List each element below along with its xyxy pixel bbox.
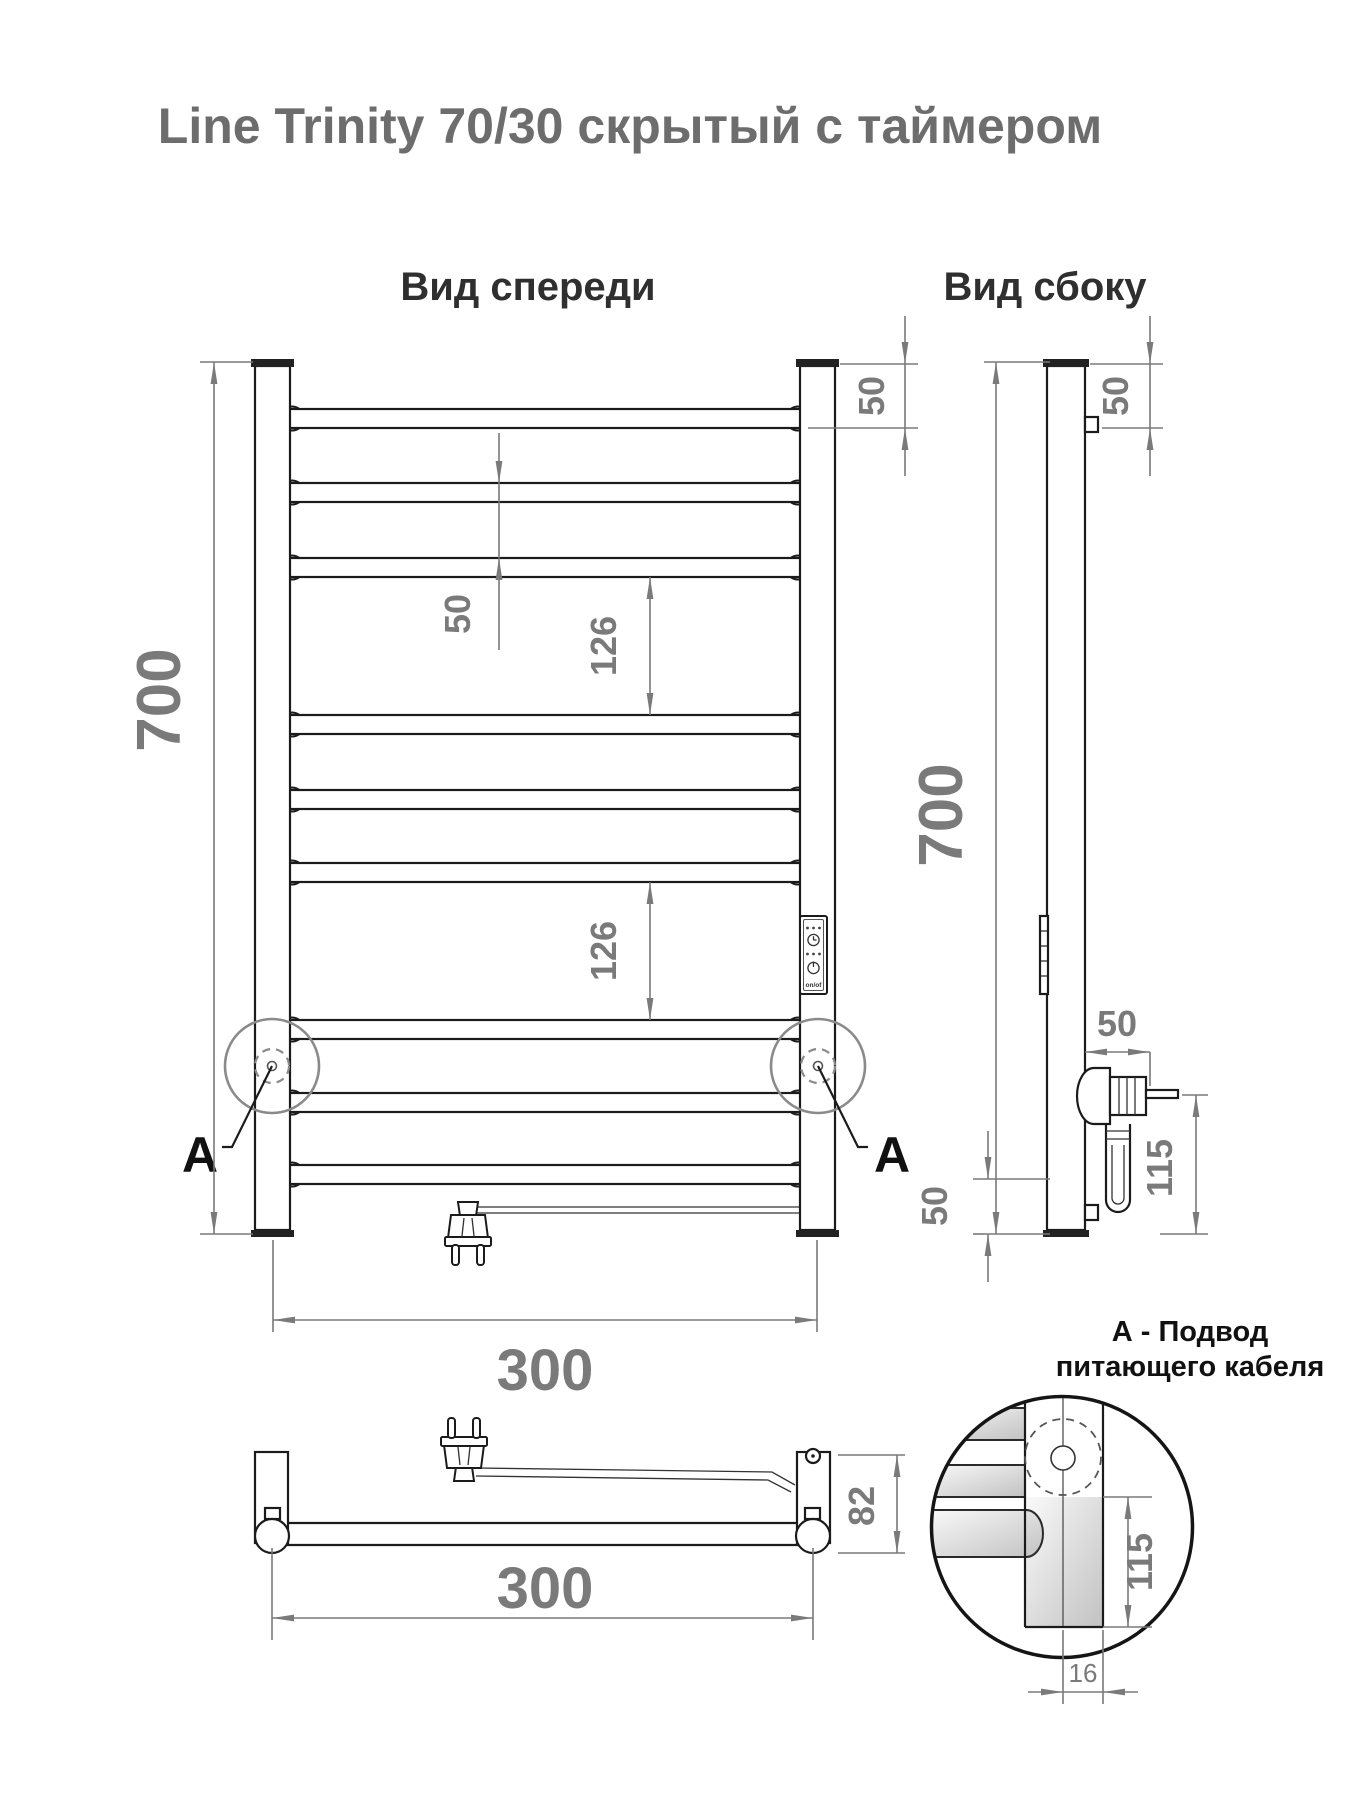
wall-bracket-top <box>1085 417 1098 432</box>
side-view <box>907 316 1208 1282</box>
svg-text:300: 300 <box>496 1556 594 1621</box>
dim-side-top-offset <box>1090 316 1163 476</box>
svg-text:82: 82 <box>841 1485 882 1527</box>
detail-a-content <box>925 1398 1103 1627</box>
svg-text:50: 50 <box>1095 375 1136 417</box>
dim-side-bottom-offset <box>914 1131 1050 1282</box>
bottom-view <box>255 1418 905 1640</box>
right-tube-cap <box>796 359 839 367</box>
dim-side-height <box>907 362 1050 1234</box>
dim-bottom-width <box>272 1548 813 1640</box>
wall-bracket-bottom <box>1085 1205 1098 1220</box>
dim-front-rung-gap <box>437 433 499 650</box>
svg-text:115: 115 <box>1139 1138 1180 1198</box>
front-view-label: Вид спереди <box>400 265 656 309</box>
right-tube-foot <box>796 1230 839 1237</box>
svg-text:50: 50 <box>851 375 892 417</box>
left-tube-cap <box>251 359 294 367</box>
svg-text:50: 50 <box>914 1185 955 1227</box>
svg-text:126: 126 <box>583 615 624 677</box>
dim-front-gap-upper <box>583 577 650 715</box>
control-panel <box>800 916 827 994</box>
power-plug-top-icon <box>441 1418 487 1481</box>
detail-caption-line1: А - Подвод <box>1111 1316 1269 1348</box>
dim-front-height <box>125 362 253 1234</box>
svg-text:16: 16 <box>1068 1658 1098 1688</box>
svg-text:700: 700 <box>907 763 976 867</box>
dim-side-plug-drop <box>1139 1095 1208 1234</box>
svg-text:115: 115 <box>1119 1532 1160 1592</box>
side-tube-cap <box>1043 359 1089 367</box>
dim-front-width <box>273 1240 817 1403</box>
callout-letter-right: А <box>873 1127 911 1183</box>
front-view <box>125 316 918 1403</box>
detail-a <box>925 1316 1324 1704</box>
page-title: Line Trinity 70/30 скрытый с таймером <box>157 98 1103 154</box>
power-plug-icon <box>445 1202 491 1265</box>
svg-text:126: 126 <box>583 920 624 982</box>
detail-caption-line2: питающего кабеля <box>1055 1351 1325 1383</box>
svg-text:300: 300 <box>496 1338 594 1403</box>
left-tube-foot <box>251 1230 294 1237</box>
dim-front-gap-lower <box>583 882 650 1020</box>
callout-letter-left: А <box>181 1127 219 1183</box>
control-panel-side <box>1040 916 1048 994</box>
side-view-label: Вид сбоку <box>943 265 1147 309</box>
dim-detail-cable-drop <box>1103 1497 1160 1627</box>
dim-detail-cable-offset <box>1028 1630 1138 1704</box>
svg-text:50: 50 <box>1096 1003 1138 1044</box>
dim-bottom-depth <box>838 1455 905 1553</box>
svg-text:50: 50 <box>437 593 478 635</box>
svg-text:700: 700 <box>125 648 194 752</box>
power-label: on/of <box>805 982 822 989</box>
